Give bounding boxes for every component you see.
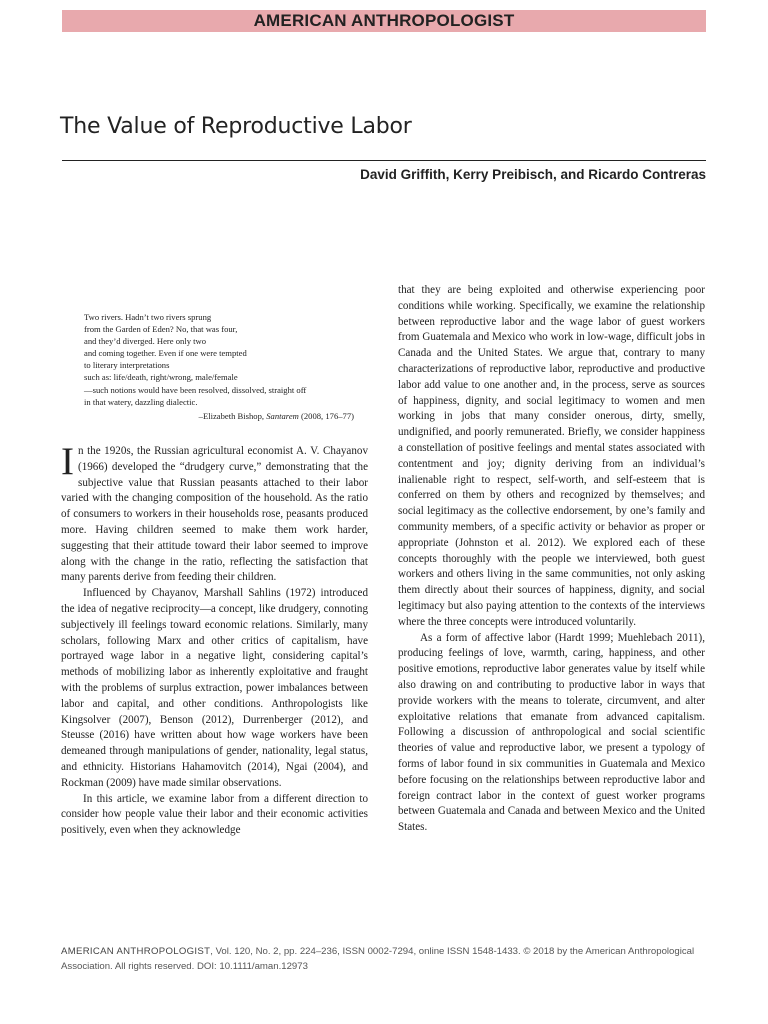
- article-title: The Value of Reproductive Labor: [60, 114, 412, 139]
- paragraph: In this article, we examine labor from a different direction to consider how people value their labor and their economic activities positively, even when they acknowledge: [61, 792, 368, 837]
- epigraph-line: such as: life/death, right/wrong, male/female: [84, 372, 238, 383]
- body-column-left: [61, 440, 368, 839]
- epigraph-line: and they’d diverged. Here only two: [84, 336, 207, 347]
- paragraph-text: n the 1920s, the Russian agricultural economist A. V. Chayanov (1966) developed the “drudgery curve,” demonstrating that the subjective value that Russian peasants attached to their labor varied with the changing composition of the household. As the ratio of consumers to workers in their households rose, peasants produced more. Having children seemed to make them work harder, suggesting that their attitude toward their labor seemed to improve along with the change in the ratio, reflecting the satisfaction that many parents derive from feeding their children.: [61, 445, 368, 584]
- footer-citation: , Vol. 120, No. 2, pp. 224–236, ISSN 0002-7294, online ISSN 1548-1433. © 2018 by the American Anthropological Association. All rights reserved. DOI: 10.1111/aman.12973: [61, 946, 695, 972]
- epigraph-citation: (2008, 176–77): [301, 410, 354, 421]
- drop-cap: I: [61, 440, 74, 483]
- body-column-right: [398, 283, 705, 836]
- journal-name: AMERICAN ANTHROPOLOGIST: [253, 11, 515, 30]
- citation-footer: [61, 944, 707, 974]
- epigraph-line: from the Garden of Eden? No, that was four,: [84, 324, 238, 335]
- epigraph-line: and coming together. Even if one were tempted: [84, 348, 247, 359]
- epigraph-work: Santarem: [266, 410, 299, 421]
- epigraph-line: in that watery, dazzling dialectic.: [84, 396, 198, 407]
- paragraph: Influenced by Chayanov, Marshall Sahlins (1972) introduced the idea of negative reciprocity—a concept, like drudgery, connoting subjectively ill feelings toward economic relations. Similarly, many scholars, following Marx and other critics of capitalism, have portrayed wage labor in a negative light, considering capital’s methods of mobilizing labor as inherently exploitative and fraught with the problems of surplus extraction, power imbalances between labor and capital, and other conditions. Anthropologists like Kingsolver (2007), Benson (2012), Durrenberger (2012), and Steusse (2016) have written about how wage workers have been demeaned through manipulations of gender, nationality, legal status, and ethnicity. Historians Hahamovitch (2014), Ngai (2004), and Rockman (2009) have made similar observations.: [61, 587, 368, 789]
- epigraph-attribution: [84, 410, 354, 422]
- paragraph: [61, 440, 368, 586]
- footer-journal: AMERICAN ANTHROPOLOGIST: [61, 946, 211, 957]
- paragraph: As a form of affective labor (Hardt 1999; Muehlebach 2011), producing feelings of love, warmth, caring, happiness, and other positive emotions, reproductive labor generates value by itself while also drawing on and contributing to productive labor in ways that provide workers with the means to tolerate, circumvent, and alter exploitative relations that emanate from advanced capitalism. Following a discussion of anthropological and social scientific theories of value and reproductive labor, we present a typology of forms of labor found in six communities in Guatemala and Mexico before focusing on the relationships between reproductive labor and foreign contract labor in the context of guest worker programs between Guatemala and Canada and between Mexico and the United States.: [398, 631, 705, 834]
- title-divider: [62, 160, 706, 161]
- epigraph-line: Two rivers. Hadn’t two rivers sprung: [84, 312, 212, 322]
- epigraph-line: —such notions would have been resolved, dissolved, straight off: [84, 384, 307, 395]
- journal-header-bar: [62, 10, 706, 32]
- epigraph-line: to literary interpretations: [84, 360, 170, 371]
- epigraph: [84, 311, 354, 422]
- epigraph-author: –Elizabeth Bishop,: [198, 410, 265, 421]
- article-authors: David Griffith, Kerry Preibisch, and Ricardo Contreras: [360, 167, 706, 182]
- paragraph: that they are being exploited and otherwise experiencing poor conditions while working. Specifically, we examine the relationship between reproductive labor and the wage labor of guest workers from Guatemala and Mexico who work in low-wage, difficult jobs in Canada and the United States. We argue that, contrary to many characterizations of reproductive labor, reproductive and productive labor add value to one another and, in the process, serve as sources of happiness, dignity, and social legitimacy to women and men working in jobs that many consider onerous, dirty, smelly, undignified, and poorly remunerated. Briefly, we consider happiness a constellation of positive feelings and mental states associated with contentment and joy; dignity deriving from an individual’s inalienable right to respect, self-worth, and self-esteem that is conferred on them by others and recognized by themselves; and social legitimacy as the collective endorsement, by one’s family and community members, of a specific activity or behavior as proper or appropriate (Johnston et al. 2012). We explored each of these concepts thoroughly with the people we interviewed, both guest workers and others living in the same communities, not only asking them directly about their sources of happiness, dignity, and social legitimacy but also paying attention to the contexts of the interviews where the three concepts were introduced voluntarily.: [398, 284, 705, 628]
